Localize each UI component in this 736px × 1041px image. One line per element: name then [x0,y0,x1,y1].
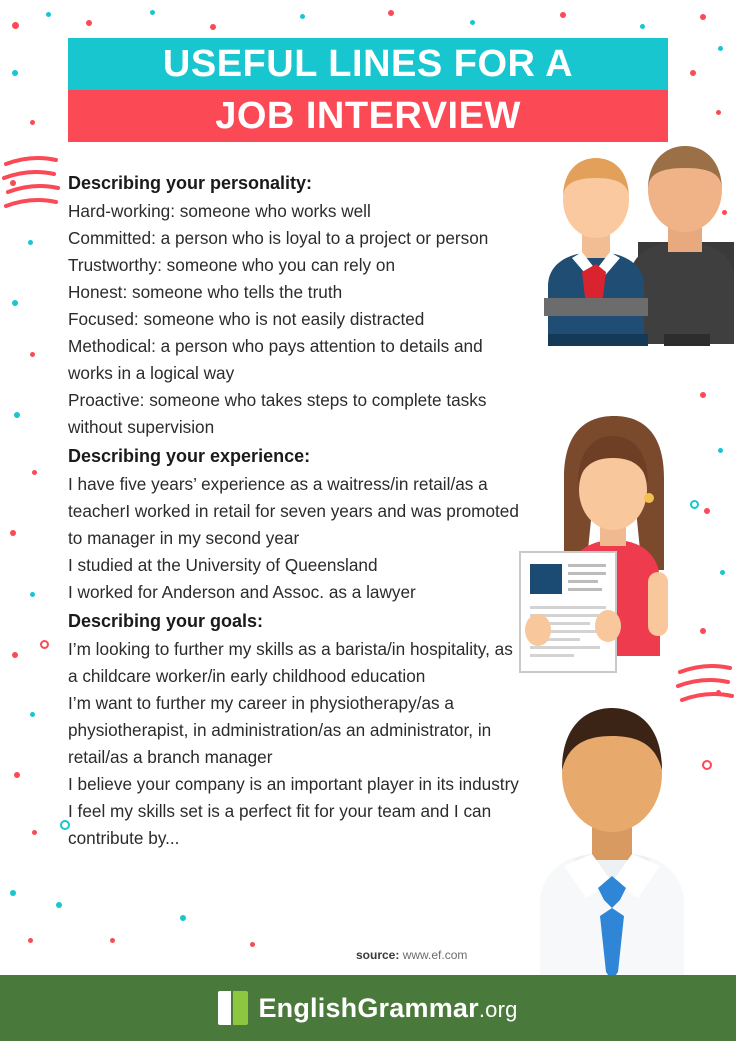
section-line: Honest: someone who tells the truth [68,282,343,302]
section-line: I feel my skills set is a perfect fit for your team and I can contribute by... [68,801,492,848]
section-line: I’m want to further my career in physiotherapy/as a physiotherapist, in administration/as an administrator, in retail/as a branch manager [68,693,492,767]
two-businessmen-illustration [518,138,736,378]
title-line-2: JOB INTERVIEW [68,90,668,142]
section-line: I studied at the University of Queensland [68,555,378,575]
footer-brand [258,993,517,1024]
poster-body [68,168,520,852]
section-line: I’m looking to further my skills as a barista/in hospitality, as a childcare worker/in early childhood education [68,639,513,686]
footer-brand-name: EnglishGrammar [258,992,479,1023]
book-logo-icon [218,991,248,1025]
source-credit [356,948,467,962]
footer-brand-tld: .org [478,996,518,1022]
man-blue-tie-illustration [516,690,736,980]
poster-title [68,38,668,142]
title-line-1: USEFUL LINES FOR A [68,38,668,90]
section-heading: Describing your experience: [68,446,311,466]
woman-with-resume-illustration [512,412,712,680]
footer-bar [0,975,736,1041]
scribble-decoration-left [2,150,62,220]
section-line: I believe your company is an important player in its industry [68,774,519,794]
section-line: I have five years’ experience as a waitress/in retail/as a teacherI worked in retail for seven years and was promoted to manager in my second year [68,474,519,548]
section-line: Proactive: someone who takes steps to complete tasks without supervision [68,390,487,437]
section-line: Hard-working: someone who works well [68,201,371,221]
section-heading: Describing your personality: [68,173,313,193]
section-line: I worked for Anderson and Assoc. as a lawyer [68,582,416,602]
section-line: Focused: someone who is not easily distracted [68,309,425,329]
source-label: source: [356,948,400,962]
section-heading: Describing your goals: [68,611,264,631]
section-line: Committed: a person who is loyal to a project or person [68,228,489,248]
source-value: www.ef.com [402,948,468,962]
section-line: Methodical: a person who pays attention to details and works in a logical way [68,336,483,383]
section-line: Trustworthy: someone who you can rely on [68,255,396,275]
